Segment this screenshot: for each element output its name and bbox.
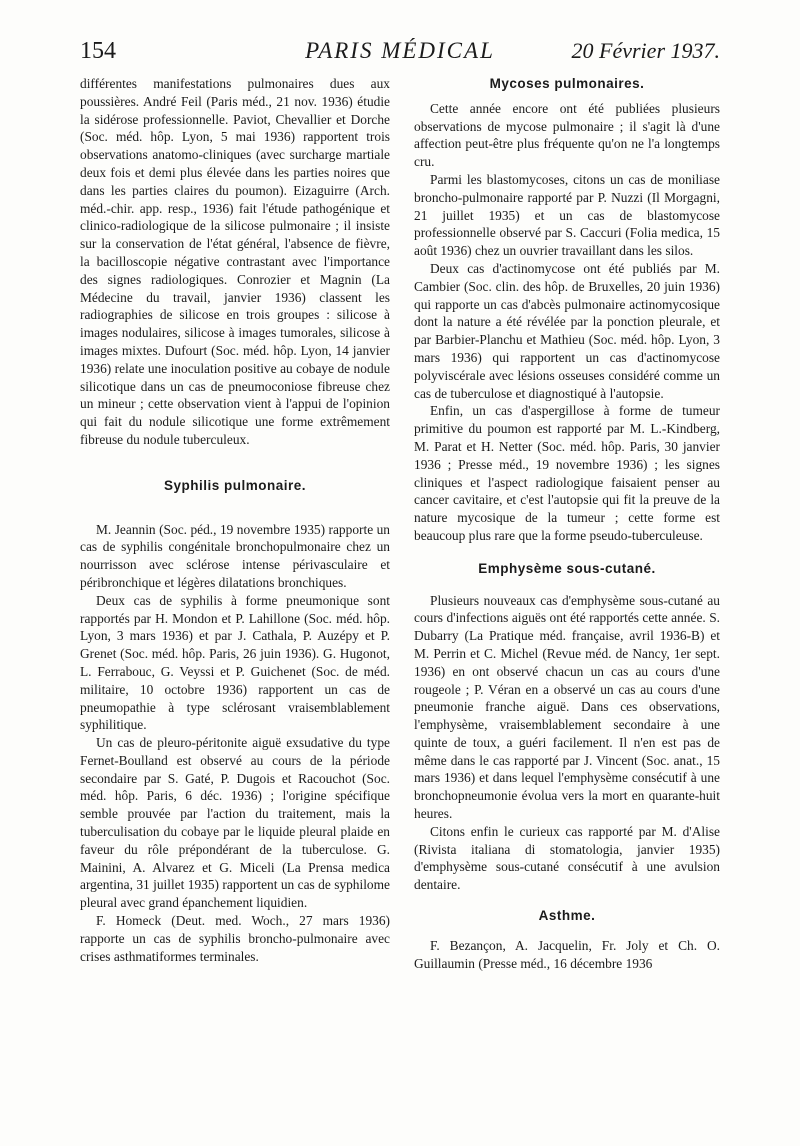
emphyseme-paragraph-1: Plusieurs nouveaux cas d'emphysème sous-cutané au cours d'infections aiguës ont été rapportés cette année. S. Dubarry (La Pratique méd. française, avril 1936-B) et M. Perrin et C. Michel (Revue méd. de Nancy, 1er sept. 1936) en ont observé chacun un cas au cours d'une rougeole ; P. Véran en a observé un cas au cours d'une pneumonie franche aiguë. Dans ces observations, l'emphysème, vraisemblablement secondaire à une quinte de toux, a guéri facilement. Il n'en est pas de même dans le cas rapporté par J. Vincent (Soc. anat., 15 mars 1936) et dans lequel l'emphysème consécutif à une bronchopneumonie évolua vers la mort en quarante-huit heures. <box>414 592 720 822</box>
syphilis-paragraph-3: Un cas de pleuro-péritonite aiguë exsudative du type Fernet-Boulland est observé au cours de la période secondaire par S. Gaté, P. Dugois et Racouchot (Soc. méd. hôp. Paris, 6 déc. 1936) ; l'origine spécifique semble prouvée par l'action du traitement, mais la tuberculisation du cobaye par le liquide pleural plaide en faveur du rôle prépondérant de la tuberculose. G. Mainini, A. Alvarez et G. Miceli (La Prensa medica argentina, 31 juillet 1935) rapportent un cas de syphilome pleural avec grand épanchement liquidien. <box>80 735 390 911</box>
left-column <box>80 75 390 965</box>
mycoses-paragraph-4: Enfin, un cas d'aspergillose à forme de tumeur primitive du poumon est rapporté par M. L.-Kindberg, M. Parat et H. Netter (Soc. méd. hôp. Paris, 30 janvier 1936 ; Presse méd., 19 novembre 1936) ; les signes cliniques et l'aspect radiologique faisaient penser au cancer cavitaire, et c'est l'autopsie qui fit la preuve de la nature mycosique de la tumeur ; cette forme est beaucoup plus rare que la forme pseudo-tuberculeuse. <box>414 403 720 543</box>
section-heading-syphilis: Syphilis pulmonaire. <box>163 477 307 493</box>
mycoses-paragraph-3: Deux cas d'actinomycose ont été publiés par M. Cambier (Soc. clin. des hôp. de Bruxelles, 20 juin 1936) qui rapporte un cas d'abcès pulmonaire actinomycosique dont la nature a été révélée par la ponction pleurale, et par Barbier-Planchu et Mathieu (Soc. méd. hôp. Lyon, 3 mars 1936) qui rapportent un cas d'actinomycose polyviscérale avec lésions osseuses considéré comme un cas de tuberculose et diagnostiqué à l'autopsie. <box>414 260 720 401</box>
emphyseme-paragraph-2: Citons enfin le curieux cas rapporté par M. d'Alise (Rivista italiana di stomatologia, janvier 1935) d'emphysème sous-cutané consécutif à une avulsion dentaire. <box>414 823 720 893</box>
mycoses-paragraph-2: Parmi les blastomycoses, citons un cas de moniliase broncho-pulmonaire rapporté par P. Nuzzi (Il Morgagni, 21 juillet 1935) et un cas de blastomycose professionnelle observé par S. Caccuri (Folia medica, 15 août 1936) chez un ouvrier travaillant dans les silos. <box>414 171 720 259</box>
right-column <box>414 75 720 972</box>
mycoses-paragraph-1: Cette année encore ont été publiées plusieurs observations de mycose pulmonaire ; il s'agit là d'une affection peut-être plus fréquente qu'on ne l'a longtemps cru. <box>414 100 720 170</box>
syphilis-paragraph-2: Deux cas de syphilis à forme pneumonique sont rapportés par H. Mondon et P. Lahillone (Soc. méd. hôp. Lyon, 3 mars 1936) et par J. Cathala, P. Auzépy et P. Grenet (Soc. méd. hôp. Paris, 26 juin 1936). G. Hugonot, L. Ferrabouc, G. Veyssi et P. Guichenet (Soc. de méd. militaire, 10 octobre 1936) rapportent un cas de pneumopathie à type sclérosant vraisemblablement syphilitique. <box>80 592 390 733</box>
section-heading-emphyseme: Emphysème sous-cutané. <box>478 560 656 576</box>
syphilis-paragraph-1: M. Jeannin (Soc. péd., 19 novembre 1935) rapporte un cas de syphilis congénitale bronchopulmonaire chez un nourrisson avec sclérose intense périvasculaire et péribronchique et légères dilatations bronchiques. <box>80 521 390 590</box>
section-heading-mycoses: Mycoses pulmonaires. <box>489 76 645 91</box>
page-number: 154 <box>80 38 116 64</box>
asthme-paragraph: F. Bezançon, A. Jacquelin, Fr. Joly et Ch. O. Guillaumin (Presse méd., 16 décembre 1936 <box>414 937 720 971</box>
syphilis-paragraph-4: F. Homeck (Deut. med. Woch., 27 mars 1936) rapporte un cas de syphilis broncho-pulmonaire avec crises asthmatiformes terminales. <box>80 913 390 964</box>
journal-title: PARIS MÉDICAL <box>305 38 495 63</box>
silicose-continuation-paragraph: différentes manifestations pulmonaires dues aux poussières. André Feil (Paris méd., 21 nov. 1936) étudie la sidérose professionnelle. Paviot, Chevallier et Dorche (Soc. méd. hôp. Lyon, 5 mai 1936) rapportent trois observations anatomo-cliniques (avec surcharge martiale deux fois et demi plus élevée dans les parties noires que dans les parties claires du poumon). Eizaguirre (Arch. méd.-chir. app. resp., 1936) fait l'étude pathogénique et clinico-radiologique de la silicose pulmonaire ; il insiste sur la conservation de l'état général, l'absence de fièvre, la bacilloscopie négative contrastant avec l'importance des signes radiologiques. Conrozier et Magnin (La Médecine du travail, janvier 1936) classent les radiographies de silicose en trois groupes : silicose à images nodulaires, silicose à images tumorales, silicose à images mixtes. Dufourt (Soc. méd. hôp. Lyon, 14 janvier 1936) relate une inoculation positive au cobaye de nodule silicotique dans un cas de pneumoconiose fibreuse chez un mineur ; cette observation vient à l'appui de l'opinion qui fait du nodule silicotique une forme extrêmement fibreuse du nodule tuberculeux. <box>80 76 390 447</box>
section-heading-asthme: Asthme. <box>538 908 596 924</box>
issue-date: 20 Février 1937. <box>571 38 720 63</box>
page-header <box>80 38 720 72</box>
